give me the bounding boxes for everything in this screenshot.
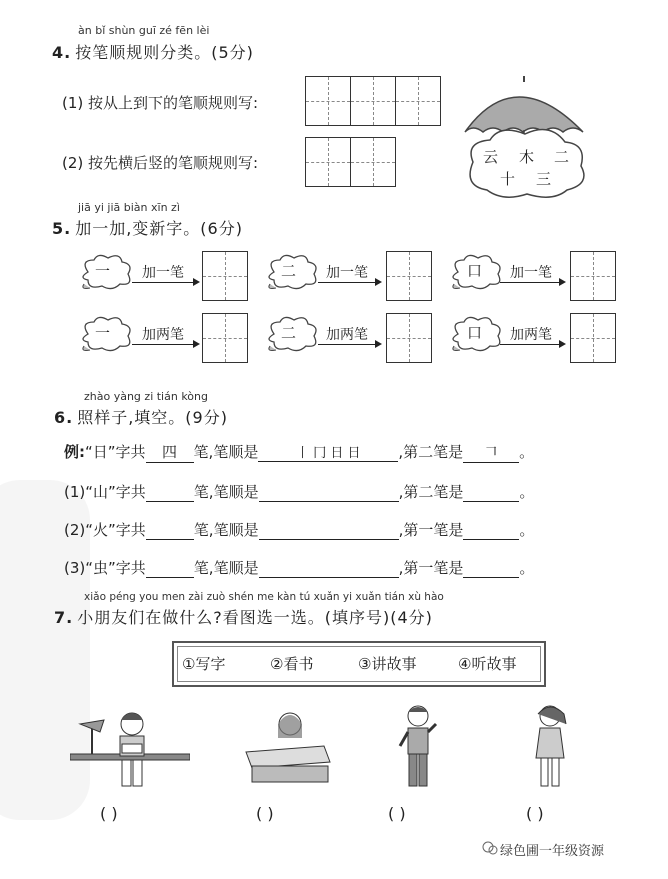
choice-item: ②看书 — [270, 655, 314, 673]
child-reading-illustration — [70, 708, 190, 790]
blank-stroke[interactable] — [463, 521, 519, 540]
flower-char: 二 — [281, 262, 297, 280]
q6-title: 6. 照样子,填空。(9分) — [54, 408, 228, 427]
child-telling-story-illustration — [396, 702, 440, 792]
writing-grid[interactable] — [395, 76, 441, 126]
arrow-icon — [500, 344, 564, 345]
writing-grid[interactable] — [305, 76, 351, 126]
operation-label: 加一笔 — [142, 265, 184, 281]
operation-label: 加一笔 — [510, 265, 552, 281]
flower-char: 一 — [95, 324, 111, 342]
operation-label: 加两笔 — [510, 327, 552, 343]
footer-source: 绿色圃一年级资源 — [500, 844, 605, 859]
writing-grid[interactable] — [305, 137, 351, 187]
blank-stroke[interactable] — [463, 559, 519, 578]
answer-grid[interactable] — [386, 313, 432, 363]
choice-item: ④听故事 — [458, 655, 517, 673]
flower-char: 口 — [467, 262, 483, 280]
q4-item2-label: (2) 按先横后竖的笔顺规则写: — [62, 154, 259, 172]
child-writing-illustration — [244, 708, 334, 784]
q5-pinyin: jiā yi jiā biàn xīn zì — [78, 201, 180, 214]
umbrella-char: 十 — [500, 170, 516, 188]
operation-label: 加两笔 — [326, 327, 368, 343]
q4-item1-label: (1) 按从上到下的笔顺规则写: — [62, 94, 259, 112]
answer-grid[interactable] — [386, 251, 432, 301]
q6-item-2: (2)“火”字共 笔,笔顺是 ,第一笔是 。 — [64, 521, 535, 539]
answer-parentheses[interactable]: ( ) — [388, 804, 406, 823]
q5-title: 5. 加一加,变新字。(6分) — [52, 219, 243, 238]
q7-title: 7. 小朋友们在做什么?看图选一选。(填序号)(4分) — [54, 608, 433, 627]
choice-box — [172, 641, 546, 687]
flower-char: 口 — [467, 324, 483, 342]
choice-item: ①写字 — [182, 655, 226, 673]
q6-item-1: (1)“山”字共 笔,笔顺是 ,第二笔是 。 — [64, 483, 535, 501]
child-listening-illustration — [528, 702, 572, 792]
blank-count[interactable] — [146, 521, 194, 540]
umbrella-char: 云 — [483, 148, 499, 166]
flower-char: 二 — [281, 324, 297, 342]
umbrella-char: 木 — [519, 148, 535, 166]
answer-parentheses[interactable]: ( ) — [526, 804, 544, 823]
answer-grid[interactable] — [570, 251, 616, 301]
choice-item: ③讲故事 — [358, 655, 417, 673]
writing-grid[interactable] — [350, 137, 396, 187]
operation-label: 加一笔 — [326, 265, 368, 281]
blank-count[interactable] — [146, 559, 194, 578]
writing-grid[interactable] — [350, 76, 396, 126]
q4-title: 4. 按笔顺规则分类。(5分) — [52, 43, 254, 62]
q6-item-3: (3)“虫”字共 笔,笔顺是 ,第一笔是 。 — [64, 559, 535, 577]
blank-count[interactable] — [146, 483, 194, 502]
arrow-icon — [318, 282, 380, 283]
operation-label: 加两笔 — [142, 327, 184, 343]
q7-pinyin: xiǎo péng you men zài zuò shén me kàn tú xuǎn yi xuǎn tián xù hào — [84, 591, 444, 603]
answer-grid[interactable] — [570, 313, 616, 363]
blank-stroke[interactable] — [463, 483, 519, 502]
answer-grid[interactable] — [202, 251, 248, 301]
arrow-icon — [500, 282, 564, 283]
blank-strokes[interactable] — [259, 559, 399, 578]
arrow-icon — [132, 344, 198, 345]
flower-char: 一 — [95, 262, 111, 280]
blank-strokes[interactable] — [259, 521, 399, 540]
blank-strokes[interactable] — [259, 483, 399, 502]
wechat-icon — [482, 840, 498, 856]
answer-grid[interactable] — [202, 313, 248, 363]
q6-example: 例:“日”字共 四 笔,笔顺是 丨 冂 日 日 ,第二笔是 𠃍 。 — [64, 443, 535, 461]
arrow-icon — [318, 344, 380, 345]
umbrella-char: 三 — [536, 170, 552, 188]
umbrella-cloud-illustration — [455, 72, 595, 202]
q6-pinyin: zhào yàng zi tián kòng — [84, 390, 208, 403]
q4-pinyin: àn bǐ shùn guī zé fēn lèi — [78, 24, 210, 37]
arrow-icon — [132, 282, 198, 283]
answer-parentheses[interactable]: ( ) — [256, 804, 274, 823]
answer-parentheses[interactable]: ( ) — [100, 804, 118, 823]
umbrella-char: 二 — [554, 148, 570, 166]
